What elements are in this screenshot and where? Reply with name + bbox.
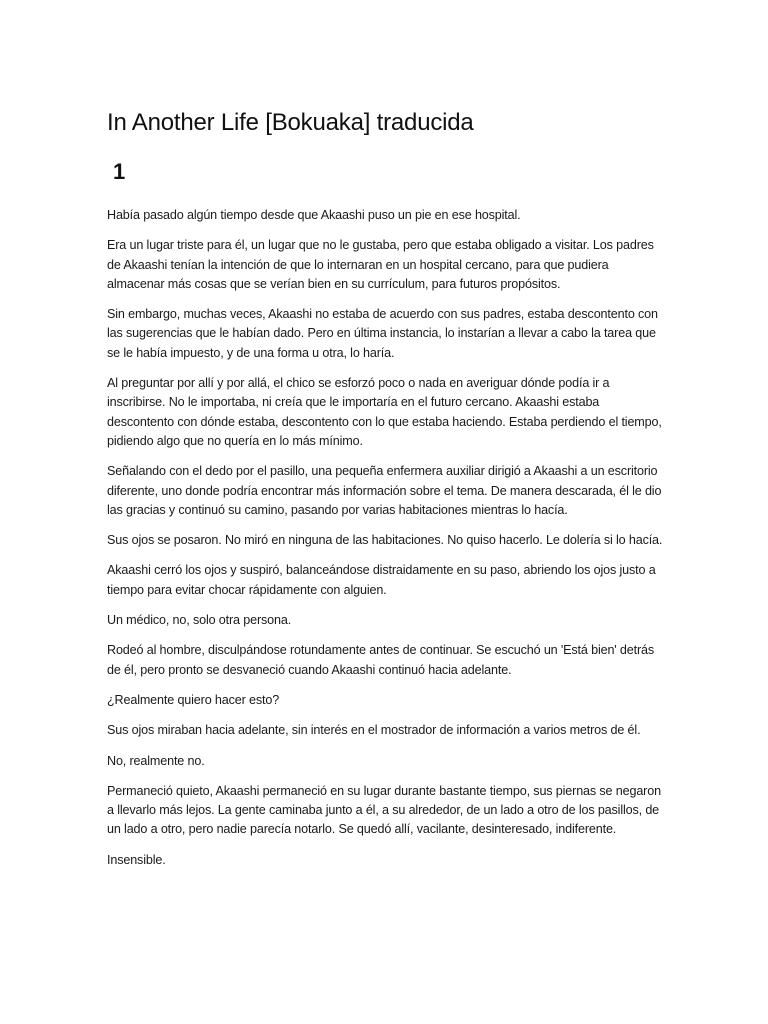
paragraph: Akaashi cerró los ojos y suspiró, balanceándose distraidamente en su paso, abriendo los ojos justo a tiempo para evitar chocar rápidamente con alguien. — [107, 563, 656, 597]
paragraph: Insensible. — [107, 852, 166, 867]
paragraph: Sus ojos miraban hacia adelante, sin interés en el mostrador de información a varios metros de él. — [107, 723, 641, 738]
paragraph: No, realmente no. — [107, 753, 205, 768]
paragraph: Al preguntar por allí y por allá, el chico se esforzó poco o nada en averiguar dónde podía ir a inscribirse. No le importaba, ni creía que le importaría en el futuro cercano. Akaashi estaba descontento con dónde estaba, descontento con lo que estaba haciendo. Estaba perdiendo el tiempo, pidiendo algo que no quería en lo más mínimo. — [107, 376, 662, 448]
paragraph: ¿Realmente quiero hacer esto? — [107, 692, 280, 707]
paragraph: Era un lugar triste para él, un lugar que no le gustaba, pero que estaba obligado a visitar. Los padres de Akaashi tenían la intención de que lo internaran en un hospital cercano, para que pudiera almacenar más cosas que se verían bien en su currículum, para futuros propósitos. — [107, 238, 654, 291]
paragraph: Había pasado algún tiempo desde que Akaashi puso un pie en ese hospital. — [107, 208, 521, 222]
paragraph: Rodeó al hombre, disculpándose rotundamente antes de continuar. Se escuchó un 'Está bien' detrás de él, pero pronto se desvaneció cuando Akaashi continuó hacia adelante. — [107, 643, 654, 677]
paragraph: Sus ojos se posaron. No miró en ninguna de las habitaciones. No quiso hacerlo. Le dolería si lo hacía. — [107, 533, 663, 548]
paragraph: Señalando con el dedo por el pasillo, una pequeña enfermera auxiliar dirigió a Akaashi a un escritorio diferente, uno donde podría encontrar más información sobre el tema. De manera descarada, él le dio las gracias y continuó su camino, pasando por varias habitaciones mientras lo hacía. — [107, 464, 662, 517]
paragraph: Permaneció quieto, Akaashi permaneció en su lugar durante bastante tiempo, sus piernas se negaron a llevarlo más lejos. La gente caminaba junto a él, a su alrededor, de un lado a otro de los pasillos, de un lado a otro, pero nadie parecía notarlo. Se quedó allí, vacilante, desinteresado, indiferente. — [107, 783, 661, 837]
chapter-number: 1 — [113, 159, 126, 184]
document-body — [107, 206, 667, 881]
document-title: In Another Life [Bokuaka] traducida — [107, 109, 474, 136]
paragraph: Sin embargo, muchas veces, Akaashi no estaba de acuerdo con sus padres, estaba descontento con las sugerencias que le habían dado. Pero en última instancia, lo instarían a llevar a cabo la tarea que se le había impuesto, y de una forma u otra, lo haría. — [107, 307, 658, 360]
paragraph: Un médico, no, solo otra persona. — [107, 613, 292, 628]
